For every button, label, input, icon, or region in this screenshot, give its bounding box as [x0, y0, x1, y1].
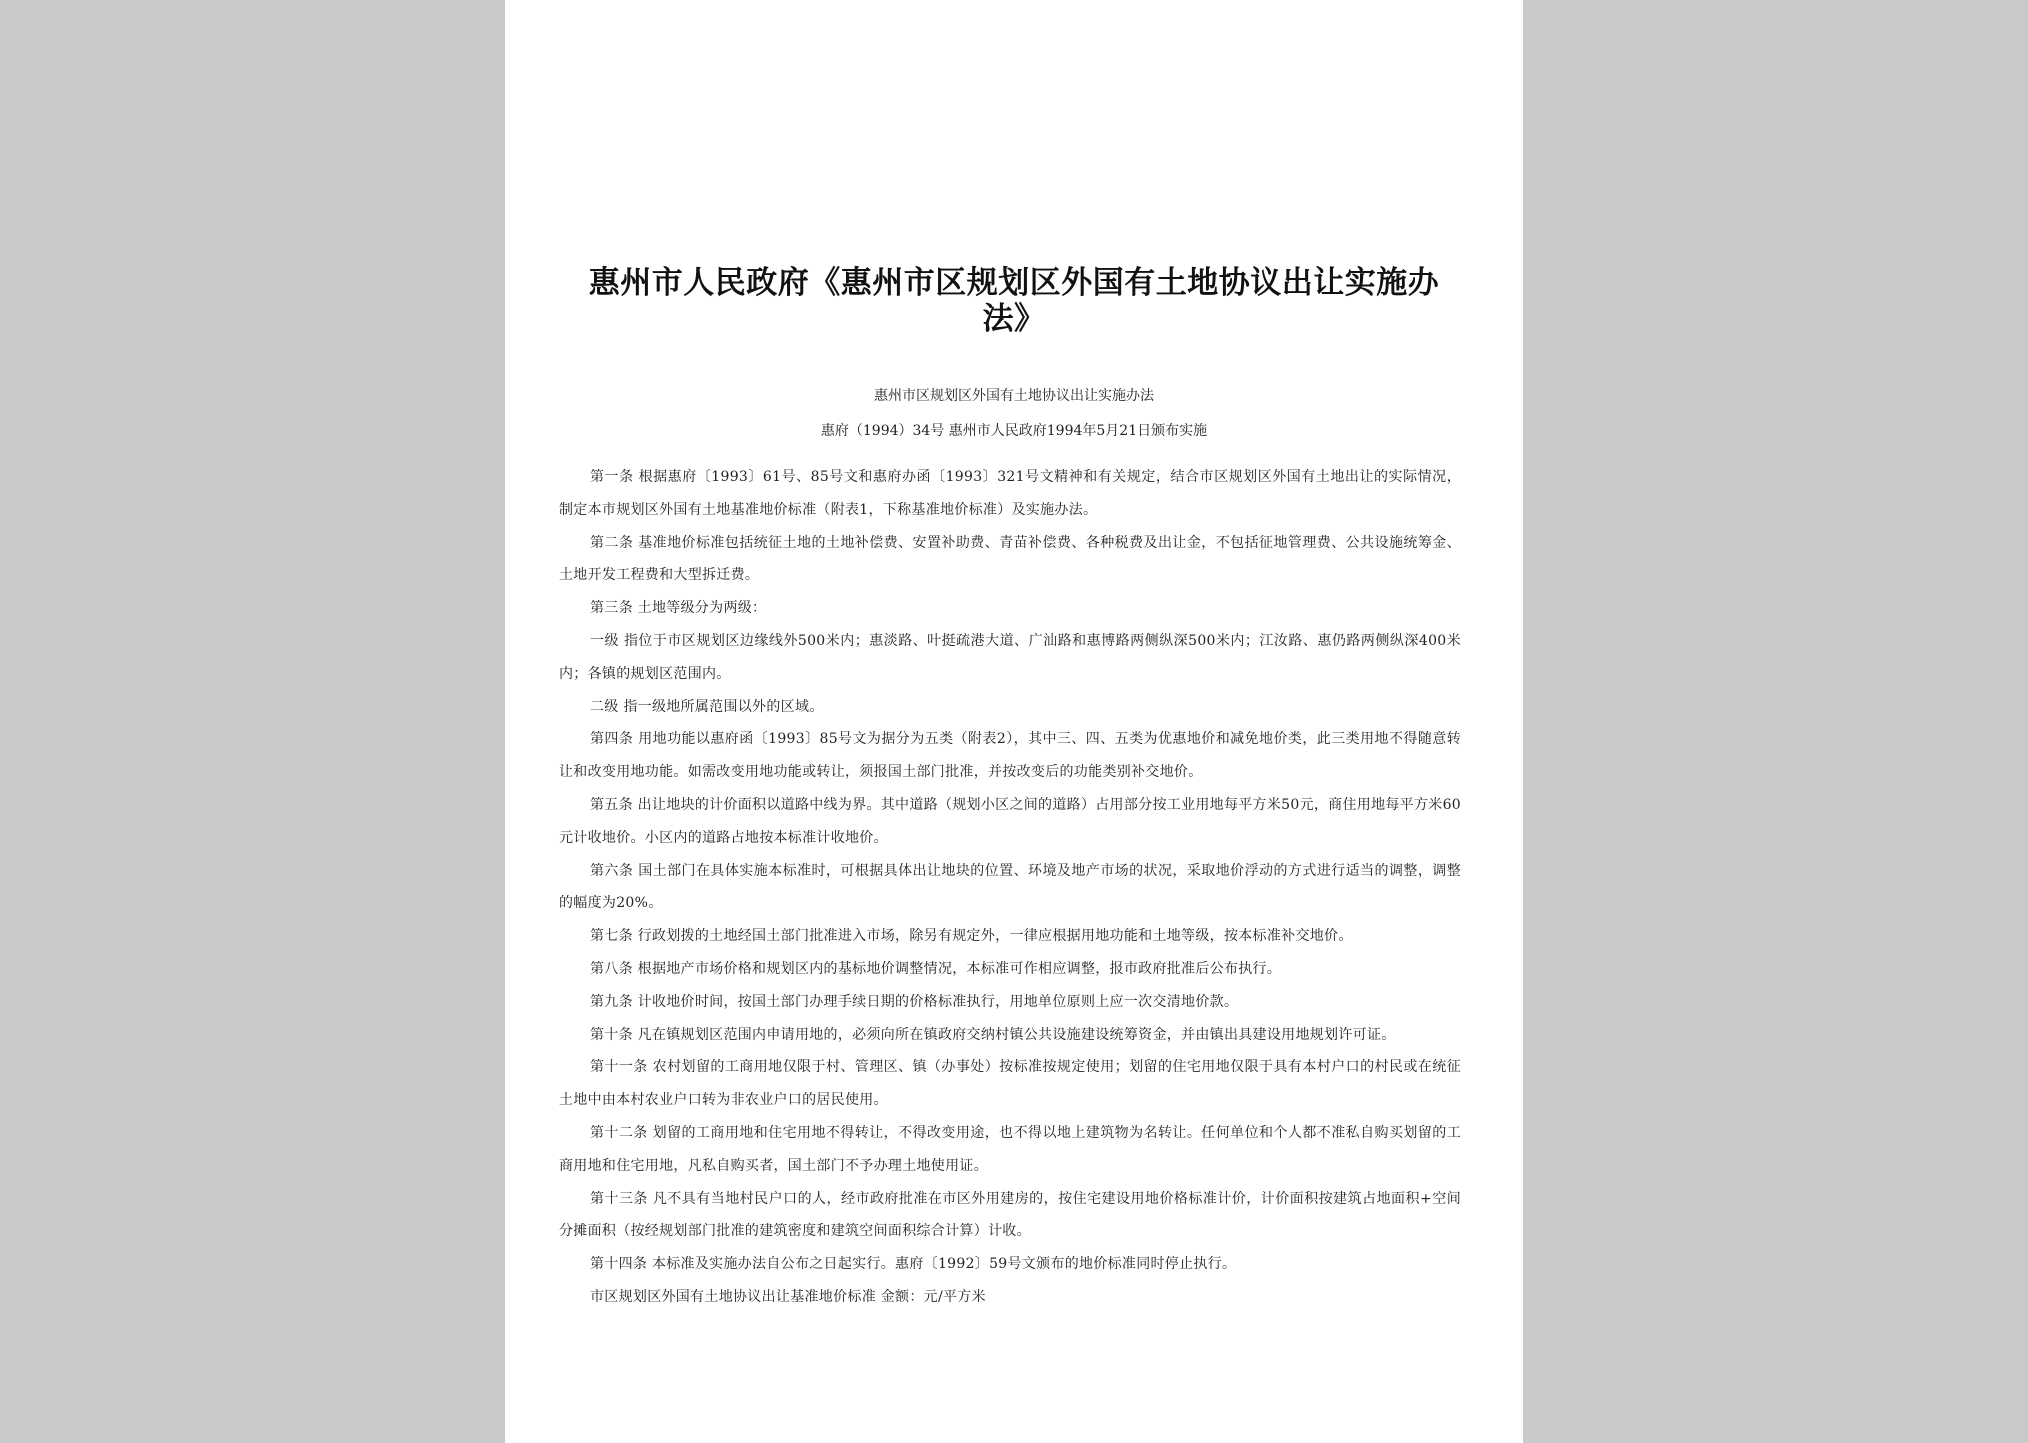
article-11: 第十一条 农村划留的工商用地仅限于村、管理区、镇（办事处）按标准按规定使用；划留的住宅用地仅限于具有本村户口的村民或在统征土地中由本村农业户口转为非农业户口的居民使用。	[559, 1059, 1461, 1109]
article-8: 第八条 根据地产市场价格和规划区内的基标地价调整情况，本标准可作相应调整，报市政府批准后公布执行。	[590, 960, 1282, 977]
article-7: 第七条 行政划拨的土地经国土部门批准进入市场，除另有规定外，一律应根据用地功能和土地等级，按本标准补交地价。	[590, 928, 1353, 945]
article-12: 第十二条 划留的工商用地和住宅用地不得转让，不得改变用途，也不得以地上建筑物为名转让。任何单位和个人都不准私自购买划留的工商用地和住宅用地，凡私自购买者，国土部门不予办理土地使用证。	[559, 1124, 1461, 1174]
document-number: 惠府（1994）34号 惠州市人民政府1994年5月21日颁布实施	[820, 423, 1208, 439]
article-4: 第四条 用地功能以惠府函〔1993〕85号文为据分为五类（附表2），其中三、四、五类为优惠地价和减免地价类，此三类用地不得随意转让和改变用地功能。如需改变用地功能或转让，须报国土部门批准，并按改变后的功能类别补交地价。	[559, 731, 1461, 781]
article-9: 第九条 计收地价时间，按国土部门办理手续日期的价格标准执行，用地单位原则上应一次交清地价款。	[590, 993, 1239, 1010]
document-title: 惠州市人民政府《惠州市区规划区外国有土地协议出让实施办法》	[588, 265, 1440, 337]
article-10: 第十条 凡在镇规划区范围内申请用地的，必须向所在镇政府交纳村镇公共设施建设统筹资金，并由镇出具建设用地规划许可证。	[590, 1026, 1396, 1043]
article-6: 第六条 国土部门在具体实施本标准时，可根据具体出让地块的位置、环境及地产市场的状况，采取地价浮动的方式进行适当的调整，调整的幅度为20%。	[559, 862, 1461, 912]
document-body	[505, 461, 1523, 1314]
article-2: 第二条 基准地价标准包括统征土地的土地补偿费、安置补助费、青苗补偿费、各种税费及出让金，不包括征地管理费、公共设施统筹金、土地开发工程费和大型拆迁费。	[559, 534, 1461, 584]
article-5: 第五条 出让地块的计价面积以道路中线为界。其中道路（规划小区之间的道路）占用部分按工业用地每平方米50元，商住用地每平方米60元计收地价。小区内的道路占地按本标准计收地价。	[559, 796, 1461, 846]
article-13: 第十三条 凡不具有当地村民户口的人，经市政府批准在市区外用建房的，按住宅建设用地价格标准计价，计价面积按建筑占地面积+空间分摊面积（按经规划部门批准的建筑密度和建筑空间面积综合计算）计收。	[559, 1190, 1461, 1240]
article-1: 第一条 根据惠府〔1993〕61号、85号文和惠府办函〔1993〕321号文精神和有关规定，结合市区规划区外国有土地出让的实际情况，制定本市规划区外国有土地基准地价标准（附表1，下称基准地价标准）及实施办法。	[559, 469, 1461, 518]
appendix-table-caption: 市区规划区外国有土地协议出让基准地价标准 金额：元/平方米	[590, 1288, 986, 1305]
grade-one-definition: 一级 指位于市区规划区边缘线外500米内；惠淡路、叶挺疏港大道、广汕路和惠博路两侧纵深500米内；江汝路、惠仍路两侧纵深400米内；各镇的规划区范围内。	[559, 632, 1461, 682]
article-3: 第三条 土地等级分为两级：	[590, 600, 767, 617]
grade-two-definition: 二级 指一级地所属范围以外的区域。	[590, 698, 824, 715]
document-page	[505, 0, 1523, 1443]
document-subtitle: 惠州市区规划区外国有土地协议出让实施办法	[874, 388, 1154, 404]
article-14: 第十四条 本标准及实施办法自公布之日起实行。惠府〔1992〕59号文颁布的地价标准同时停止执行。	[590, 1256, 1237, 1273]
